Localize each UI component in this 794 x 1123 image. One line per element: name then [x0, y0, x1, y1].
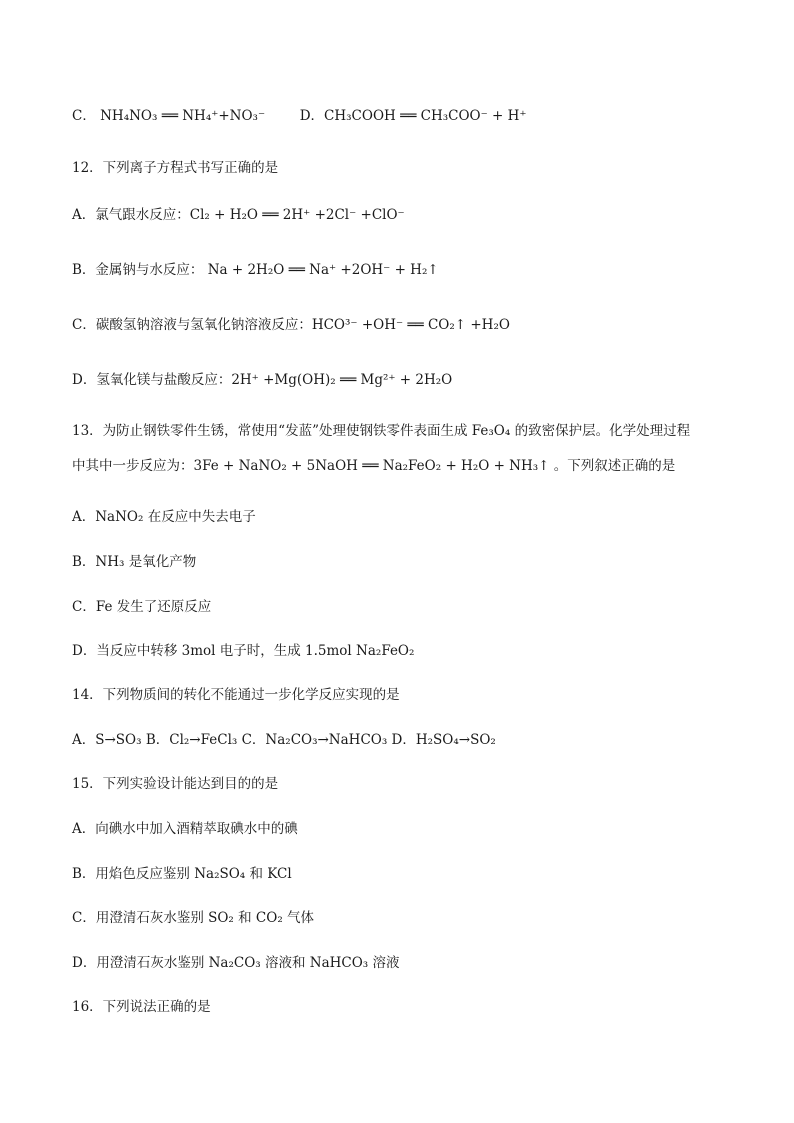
q12-option-c: C．碳酸氢钠溶液与氢氧化钠溶液反应：HCO³⁻ +OH⁻ ══ CO₂↑ +H₂O	[72, 317, 510, 333]
q12-stem: 12．下列离子方程式书写正确的是	[72, 160, 279, 176]
q11-options-cd	[72, 106, 527, 126]
q14-options: A．S→SO₃ B．Cl₂→FeCl₃ C．Na₂CO₃→NaHCO₃ D．H₂SO₄→SO₂	[72, 732, 496, 748]
q13-option-a: A．NaNO₂ 在反应中失去电子	[72, 509, 256, 525]
q13-option-c: C．Fe 发生了还原反应	[72, 599, 212, 615]
q13-stem-line-1: 13．为防止钢铁零件生锈，常使用“发蓝”处理使钢铁零件表面生成 Fe₃O₄ 的致密保护层。化学处理过程	[72, 423, 691, 439]
q13-option-b: B．NH₃ 是氧化产物	[72, 554, 197, 570]
q13-stem-line-2: 中其中一步反应为：3Fe + NaNO₂ + 5NaOH ══ Na₂FeO₂ + H₂O + NH₃↑ 。下列叙述正确的是	[72, 458, 676, 474]
q11-option-c: C． NH₄NO₃ ══ NH₄⁺+NO₃⁻	[72, 108, 266, 124]
q12-option-d: D．氢氧化镁与盐酸反应：2H⁺ +Mg(OH)₂ ══ Mg²⁺ + 2H₂O	[72, 372, 453, 388]
q14-stem: 14．下列物质间的转化不能通过一步化学反应实现的是	[72, 687, 400, 703]
q12-option-a: A．氯气跟水反应：Cl₂ + H₂O ══ 2H⁺ +2Cl⁻ +ClO⁻	[72, 207, 405, 223]
q15-option-c: C．用澄清石灰水鉴别 SO₂ 和 CO₂ 气体	[72, 910, 315, 926]
q15-stem: 15．下列实验设计能达到目的的是	[72, 776, 279, 792]
q16-stem: 16．下列说法正确的是	[72, 999, 211, 1015]
q15-option-a: A．向碘水中加入酒精萃取碘水中的碘	[72, 821, 298, 837]
q12-option-b: B．金属钠与水反应： Na + 2H₂O ══ Na⁺ +2OH⁻ + H₂↑	[72, 262, 439, 278]
q13-option-d: D．当反应中转移 3mol 电子时，生成 1.5mol Na₂FeO₂	[72, 643, 415, 659]
q15-option-d: D．用澄清石灰水鉴别 Na₂CO₃ 溶液和 NaHCO₃ 溶液	[72, 955, 400, 971]
q15-option-b: B．用焰色反应鉴别 Na₂SO₄ 和 KCl	[72, 866, 292, 882]
q11-option-d: D．CH₃COOH ══ CH₃COO⁻ + H⁺	[299, 108, 527, 124]
